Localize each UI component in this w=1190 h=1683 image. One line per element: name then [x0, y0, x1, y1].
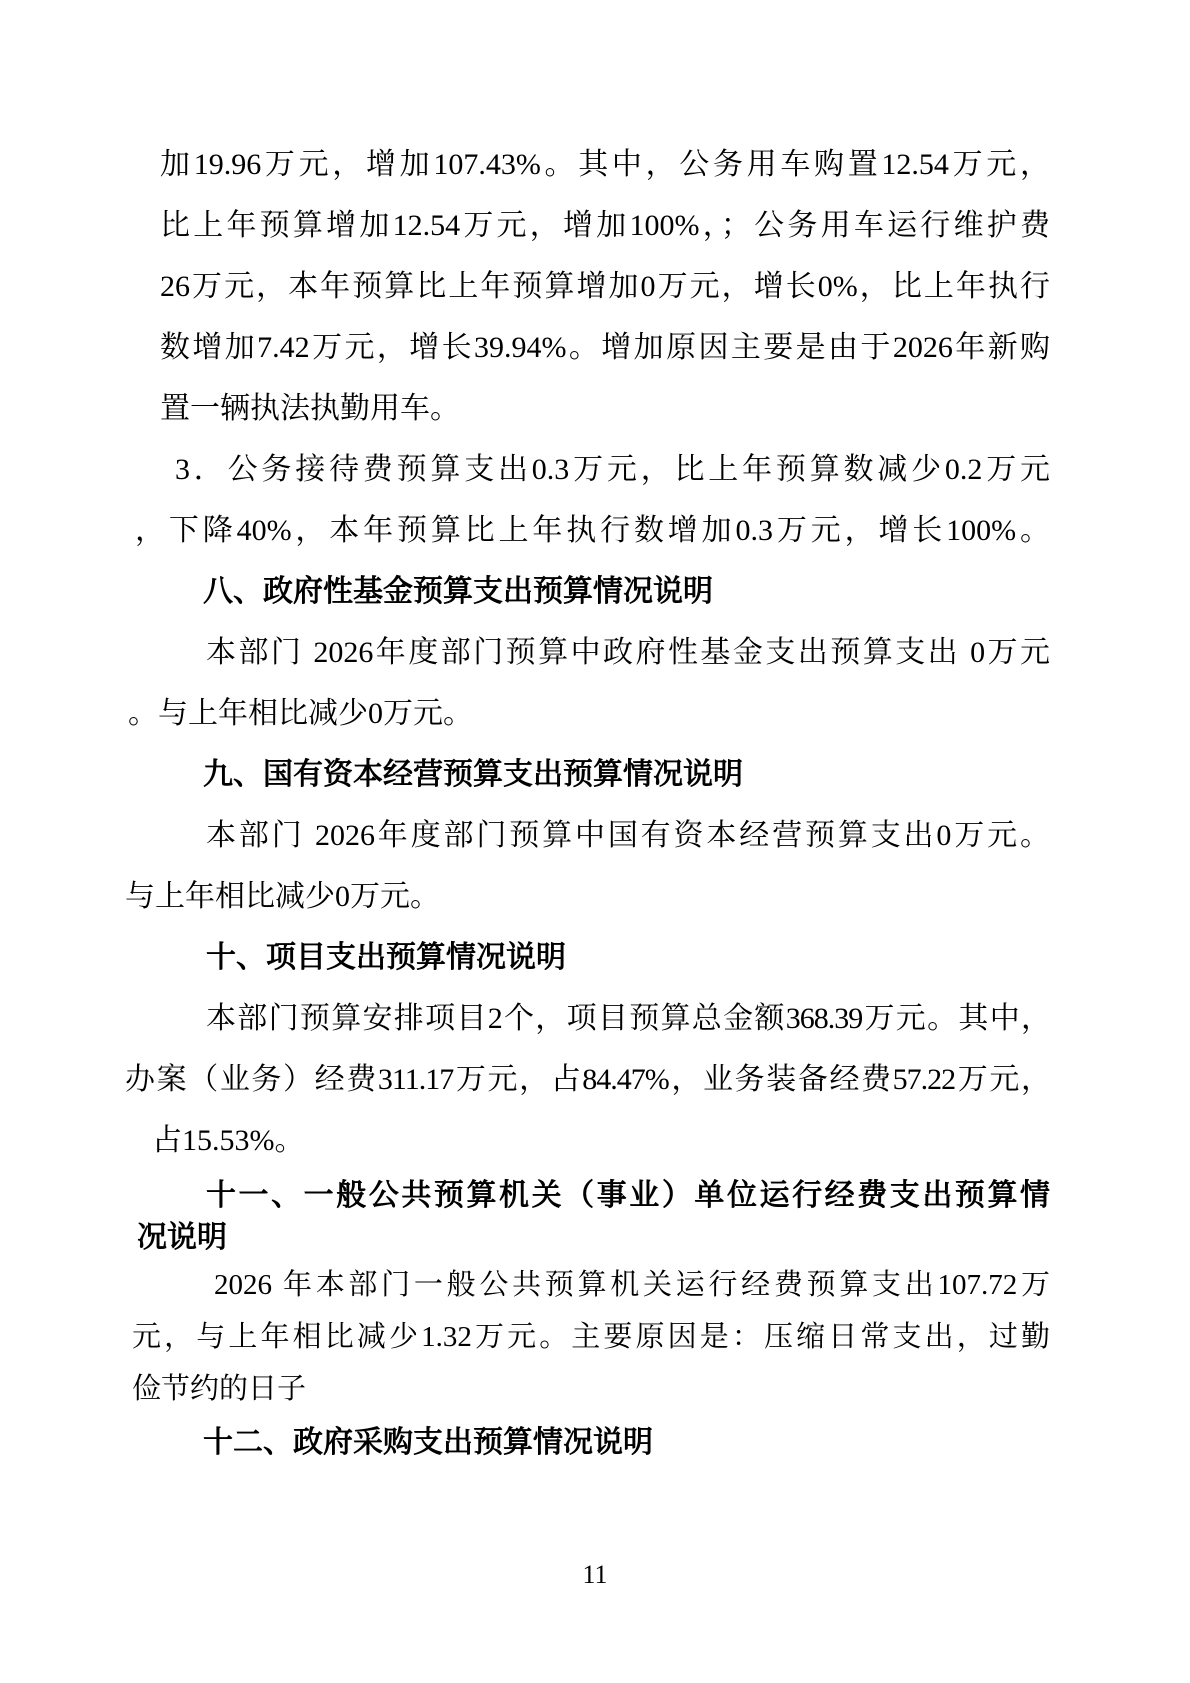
text-line: 俭节约的日子: [132, 1373, 307, 1405]
text-line: 办案（业务）经费311.17万元，占84.47%，业务装备经费57.22万元，: [125, 1063, 1050, 1096]
section-11-heading-wrap: 况说明: [137, 1221, 227, 1254]
text-line: 。与上年相比减少0万元。: [128, 697, 473, 730]
text-line: 与上年相比减少0万元。: [125, 880, 440, 913]
section-10-heading: 十、项目支出预算情况说明: [206, 941, 566, 974]
text-line: 元，与上年相比减少1.32万元。主要原因是：压缩日常支出，过勤: [132, 1321, 1050, 1353]
text-line: 本部门预算安排项目2个，项目预算总金额368.39万元。其中，: [206, 1002, 1050, 1035]
section-11-heading: 十一、一般公共预算机关（事业）单位运行经费支出预算情: [206, 1179, 1050, 1212]
text-line: 本部门 2026年度部门预算中国有资本经营预算支出0万元。: [206, 819, 1050, 852]
section-12-heading: 十二、政府采购支出预算情况说明: [203, 1426, 653, 1459]
text-line: 比上年预算增加12.54万元，增加100%，；公务用车运行维护费: [160, 209, 1050, 242]
section-8-heading: 八、政府性基金预算支出预算情况说明: [203, 575, 713, 608]
text-line: ，下降40%，本年预算比上年执行数增加0.3万元，增长100%。: [135, 514, 1050, 547]
text-line: 3．公务接待费预算支出0.3万元，比上年预算数减少0.2万元: [175, 453, 1050, 486]
text-line: 加19.96万元，增加107.43%。其中，公务用车购置12.54万元，: [160, 148, 1050, 181]
page-number: 11: [582, 1560, 608, 1589]
text-line: 2026 年本部门一般公共预算机关运行经费预算支出107.72万: [214, 1269, 1050, 1301]
text-line: 置一辆执法执勤用车。: [160, 392, 460, 425]
text-line: 占15.53%。: [152, 1124, 305, 1157]
section-9-heading: 九、国有资本经营预算支出预算情况说明: [203, 758, 743, 791]
text-line: 本部门 2026年度部门预算中政府性基金支出预算支出 0万元: [206, 636, 1050, 669]
text-line: 26万元，本年预算比上年预算增加0万元，增长0%，比上年执行: [160, 270, 1050, 303]
text-line: 数增加7.42万元，增长39.94%。增加原因主要是由于2026年新购: [160, 331, 1050, 364]
